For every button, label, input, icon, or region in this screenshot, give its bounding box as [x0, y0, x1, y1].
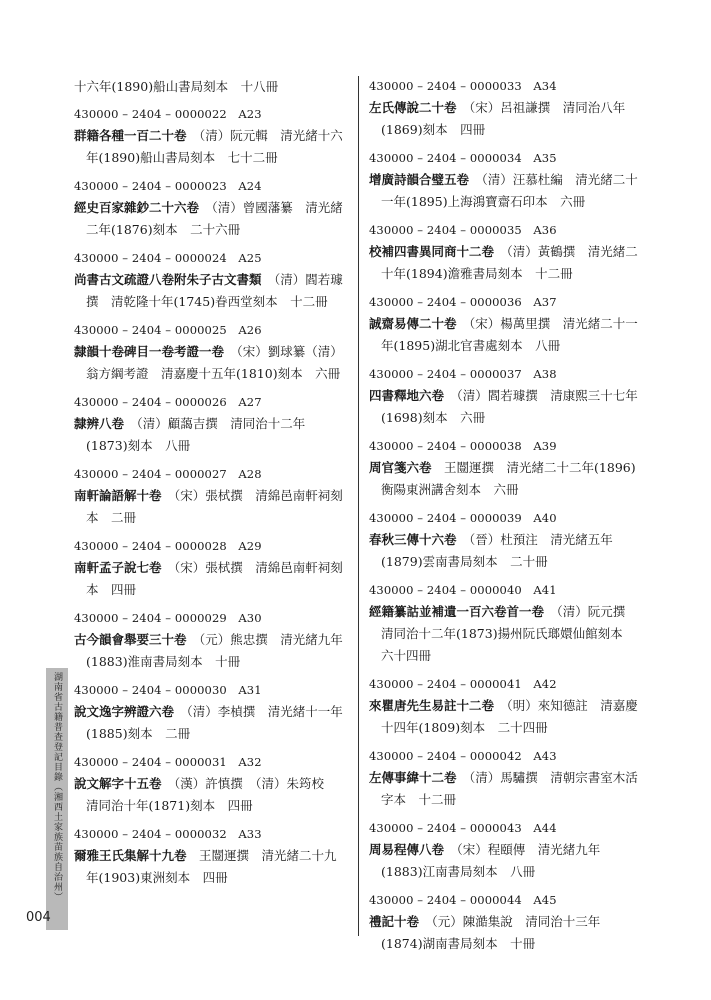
catalog-entry: [74, 392, 346, 457]
catalog-entry: [74, 752, 346, 817]
book-title: 禮記十卷: [369, 914, 420, 929]
catalog-number: 430000 – 2404 – 0000034 A35: [369, 151, 557, 165]
entry-description: [74, 413, 346, 457]
entry-description: [369, 601, 641, 667]
catalog-entry: [369, 818, 641, 883]
catalog-entry: [369, 674, 641, 739]
right-column: [369, 76, 641, 962]
left-column: [74, 76, 346, 896]
catalog-entry: [74, 248, 346, 313]
catalog-number: 430000 – 2404 – 0000022 A23: [74, 107, 262, 121]
book-title: 校補四書異同商十二卷: [369, 244, 495, 259]
entry-description: [74, 557, 346, 601]
entry-description: [369, 695, 641, 739]
page-number: 004: [26, 910, 51, 925]
book-detail: （宋）呂祖謙撰 清同治八年(1869)刻本 四冊: [381, 100, 626, 137]
catalog-entry: [74, 464, 346, 529]
book-title: 周易程傳八卷: [369, 842, 445, 857]
book-detail: （清）顧藹吉撰 清同治十二年(1873)刻本 八冊: [86, 416, 306, 453]
catalog-entry: [369, 148, 641, 213]
book-detail: （宋）張栻撰 清綿邑南軒祠刻本 四冊: [86, 560, 343, 597]
book-title: 爾雅王氏集解十九卷: [74, 848, 187, 863]
book-detail: （清）閻若璩撰 清康熙三十七年(1698)刻本 六冊: [381, 388, 638, 425]
book-detail: 王闓運撰 清光緒二十九年(1903)東洲刻本 四冊: [86, 848, 337, 885]
book-title: 群籍各種一百二十卷: [74, 128, 187, 143]
catalog-entry: [74, 608, 346, 673]
catalog-number: 430000 – 2404 – 0000036 A37: [369, 295, 557, 309]
catalog-number: 430000 – 2404 – 0000030 A31: [74, 683, 262, 697]
book-detail: （晉）杜預注 清光緒五年(1879)雲南書局刻本 二十冊: [381, 532, 613, 569]
entry-description: [74, 269, 346, 313]
catalog-number: 430000 – 2404 – 0000041 A42: [369, 677, 557, 691]
book-title: 誠齋易傳二十卷: [369, 316, 457, 331]
book-title: 左氏傳說二十卷: [369, 100, 457, 115]
book-detail: （清）閻若璩撰 清乾隆十年(1745)眷西堂刻本 十二冊: [86, 272, 343, 309]
catalog-number: 430000 – 2404 – 0000024 A25: [74, 251, 262, 265]
catalog-number: 430000 – 2404 – 0000040 A41: [369, 583, 557, 597]
book-detail: （元）熊忠撰 清光緒九年(1883)淮南書局刻本 十冊: [86, 632, 343, 669]
catalog-entry: [369, 76, 641, 141]
catalog-entry: [369, 364, 641, 429]
book-detail: （元）陳澔集說 清同治十三年(1874)湖南書局刻本 十冊: [381, 914, 601, 951]
book-title: 左傳事緯十二卷: [369, 770, 457, 785]
catalog-number: 430000 – 2404 – 0000035 A36: [369, 223, 557, 237]
catalog-entry: [74, 176, 346, 241]
left-entry-list: [74, 104, 346, 889]
catalog-number: 430000 – 2404 – 0000038 A39: [369, 439, 557, 453]
catalog-number: 430000 – 2404 – 0000044 A45: [369, 893, 557, 907]
book-title: 南軒論語解十卷: [74, 488, 162, 503]
catalog-entry: [369, 508, 641, 573]
entry-description: [74, 341, 346, 385]
entry-description: [74, 845, 346, 889]
catalog-entry: [74, 536, 346, 601]
book-title: 隸韻十卷碑目一卷考證一卷: [74, 344, 225, 359]
catalog-entry: [369, 436, 641, 501]
catalog-number: 430000 – 2404 – 0000029 A30: [74, 611, 262, 625]
book-title: 經史百家雜鈔二十六卷: [74, 200, 200, 215]
book-detail: （宋）劉球纂（清）翁方綱考證 清嘉慶十五年(1810)刻本 六冊: [86, 344, 343, 381]
entry-description: [369, 385, 641, 429]
book-detail: （宋）程頤傳 清光緒九年(1883)江南書局刻本 八冊: [381, 842, 601, 879]
book-detail: （清）馬驌撰 清朝宗書室木活字本 十二冊: [381, 770, 638, 807]
book-title: 春秋三傳十六卷: [369, 532, 457, 547]
book-title: 經籍纂詁並補遺一百六卷首一卷: [369, 604, 545, 619]
entry-description: [369, 911, 641, 955]
book-title: 隸辨八卷: [74, 416, 125, 431]
catalog-number: 430000 – 2404 – 0000027 A28: [74, 467, 262, 481]
entry-description: [74, 701, 346, 745]
entry-description: [369, 839, 641, 883]
book-title: 南軒孟子說七卷: [74, 560, 162, 575]
entry-description: [74, 485, 346, 529]
book-detail: （宋）楊萬里撰 清光緒二十一年(1895)湖北官書處刻本 八冊: [381, 316, 638, 353]
catalog-entry: [74, 824, 346, 889]
side-title-text: 湖南省古籍普查登記目錄（湘西土家族苗族自治州）: [52, 672, 62, 902]
entry-description: [74, 629, 346, 673]
book-title: 增廣詩韻合璧五卷: [369, 172, 470, 187]
book-detail: （清）汪慕杜編 清光緒二十一年(1895)上海鴻寶齋石印本 六冊: [381, 172, 638, 209]
catalog-number: 430000 – 2404 – 0000028 A29: [74, 539, 262, 553]
catalog-entry: [74, 104, 346, 169]
entry-description: [369, 241, 641, 285]
catalog-number: 430000 – 2404 – 0000032 A33: [74, 827, 262, 841]
column-divider: [358, 76, 359, 936]
continuation-text: 十六年(1890)船山書局刻本 十八冊: [74, 79, 279, 94]
catalog-number: 430000 – 2404 – 0000037 A38: [369, 367, 557, 381]
book-title: 尚書古文疏證八卷附朱子古文書類: [74, 272, 262, 287]
book-title: 周官箋六卷: [369, 460, 432, 475]
entry-description: [369, 313, 641, 357]
catalog-number: 430000 – 2404 – 0000042 A43: [369, 749, 557, 763]
catalog-number: 430000 – 2404 – 0000026 A27: [74, 395, 262, 409]
book-detail: （清）阮元撰 清同治十二年(1873)揚州阮氏瑯嬛仙館刻本 六十四冊: [381, 604, 638, 663]
book-detail: （漢）許慎撰 （清）朱筠校 清同治十年(1871)刻本 四冊: [86, 776, 337, 813]
entry-description: [369, 97, 641, 141]
entry-description: [369, 457, 641, 501]
catalog-number: 430000 – 2404 – 0000039 A40: [369, 511, 557, 525]
book-detail: （清）黃鶴撰 清光緒二十年(1894)澹雅書局刻本 十二冊: [381, 244, 638, 281]
catalog-number: 430000 – 2404 – 0000031 A32: [74, 755, 262, 769]
entry-description: [74, 773, 346, 817]
book-detail: （明）來知德註 清嘉慶十四年(1809)刻本 二十四冊: [381, 698, 638, 735]
entry-description: [74, 125, 346, 169]
entry-description: [369, 529, 641, 573]
catalog-number: 430000 – 2404 – 0000023 A24: [74, 179, 262, 193]
right-entry-list: [369, 76, 641, 955]
entry-description: [369, 767, 641, 811]
catalog-entry: [369, 746, 641, 811]
catalog-entry: [369, 580, 641, 667]
catalog-number: 430000 – 2404 – 0000043 A44: [369, 821, 557, 835]
book-detail: （清）李楨撰 清光緒十一年(1885)刻本 二冊: [86, 704, 343, 741]
book-title: 古今韻會舉要三十卷: [74, 632, 187, 647]
catalog-entry: [369, 292, 641, 357]
book-detail: （宋）張栻撰 清綿邑南軒祠刻本 二冊: [86, 488, 343, 525]
book-title: 四書釋地六卷: [369, 388, 445, 403]
catalog-number: 430000 – 2404 – 0000033 A34: [369, 79, 557, 93]
catalog-entry: [74, 320, 346, 385]
book-detail: （清）曾國藩纂 清光緒二年(1876)刻本 二十六冊: [86, 200, 343, 237]
book-title: 說文解字十五卷: [74, 776, 162, 791]
catalog-entry: [74, 680, 346, 745]
entry-description: [369, 169, 641, 213]
book-detail: 王闓運撰 清光緒二十二年(1896)衡陽東洲講舍刻本 六冊: [381, 460, 636, 497]
entry-description: [74, 197, 346, 241]
book-title: 來瞿唐先生易註十二卷: [369, 698, 495, 713]
catalog-entry: [369, 220, 641, 285]
book-detail: （清）阮元輯 清光緒十六年(1890)船山書局刻本 七十二冊: [86, 128, 343, 165]
catalog-entry: [369, 890, 641, 955]
catalog-number: 430000 – 2404 – 0000025 A26: [74, 323, 262, 337]
book-title: 說文逸字辨證六卷: [74, 704, 175, 719]
